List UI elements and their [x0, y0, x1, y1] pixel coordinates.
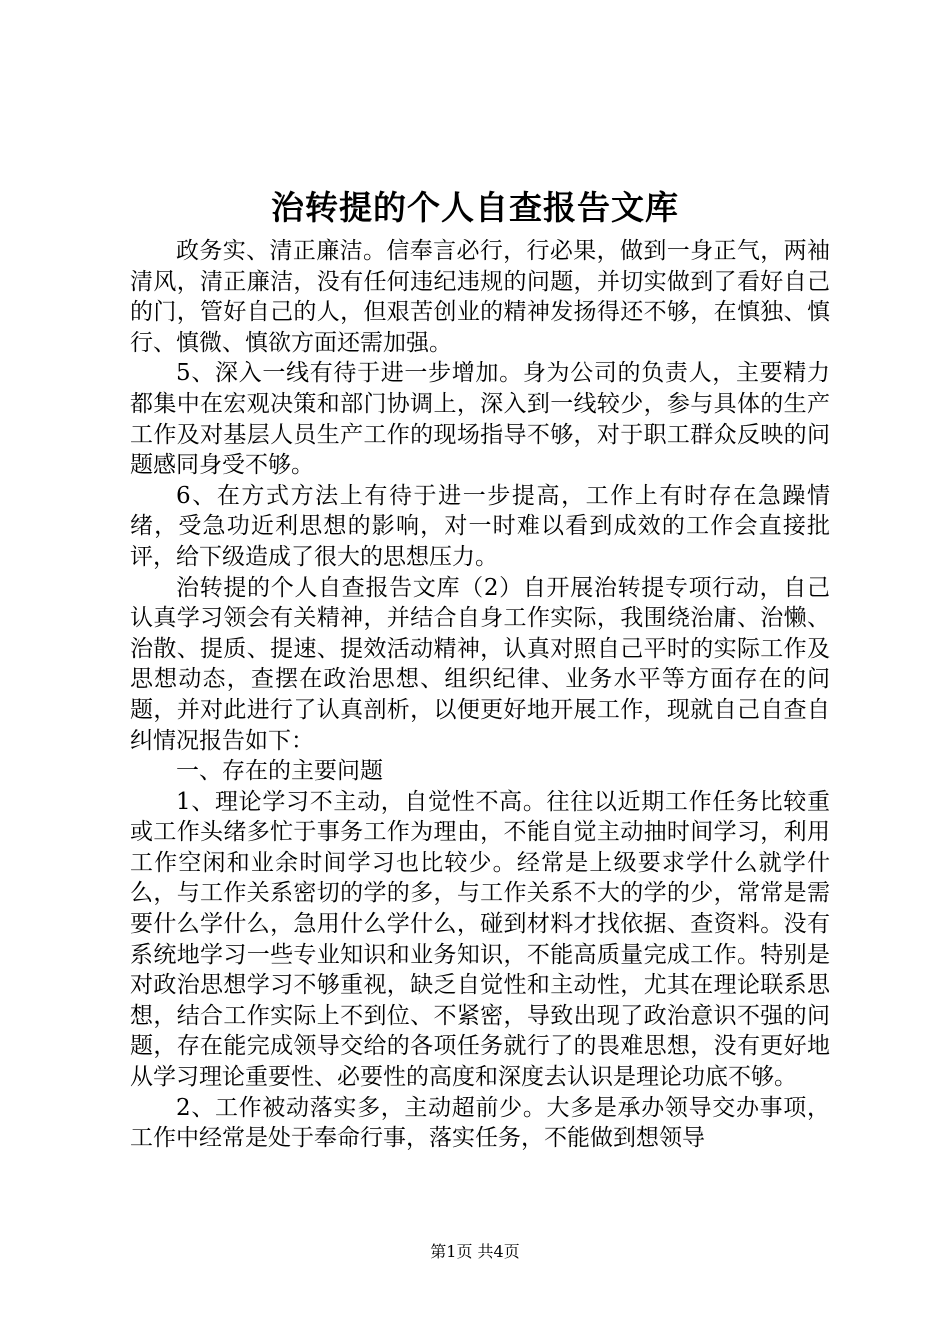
paragraph: 1、理论学习不主动，自觉性不高。往往以近期工作任务比较重或工作头绪多忙于事务工作为理由，不能自觉主动抽时间学习，利用工作空闲和业余时间学习也比较少。经常是上级要求学什么就学什么，与工作关系密切的学的多，与工作关系不大的学的少，常常是需要什么学什么，急用什么学什么，碰到材料才找依据、查资料。没有系统地学习一些专业知识和业务知识，不能高质量完成工作。特别是对政治思想学习不够重视，缺乏自觉性和主动性，尤其在理论联系思想，结合工作实际上不到位、不紧密，导致出现了政治意识不强的问题，存在能完成领导交给的各项任务就行了的畏难思想，没有更好地从学习理论重要性、必要性的高度和深度去认识是理论功底不够。 — [130, 788, 830, 1091]
paragraph: 治转提的个人自查报告文库（2）自开展治转提专项行动，自己认真学习领会有关精神，并结合自身工作实际，我围绕治庸、治懒、治散、提质、提速、提效活动精神，认真对照自己平时的实际工作及思想动态，查摆在政治思想、组织纪律、业务水平等方面存在的问题，并对此进行了认真剖析，以便更好地开展工作，现就自己自查自纠情况报告如下： — [130, 574, 830, 754]
paragraph: 6、在方式方法上有待于进一步提高，工作上有时存在急躁情绪，受急功近利思想的影响，对一时难以看到成效的工作会直接批评，给下级造成了很大的思想压力。 — [130, 482, 830, 570]
page-footer — [0, 1242, 950, 1262]
document-title: 治转提的个人自查报告文库 — [271, 188, 679, 227]
page-number: 第1页 共4页 — [430, 1242, 520, 1261]
paragraph: 2、工作被动落实多，主动超前少。大多是承办领导交办事项，工作中经常是处于奉命行事，落实任务，不能做到想领导 — [130, 1094, 830, 1152]
paragraph: 政务实、清正廉洁。信奉言必行，行必果，做到一身正气，两袖清风，清正廉洁，没有任何违纪违规的问题，并切实做到了看好自己的门，管好自己的人，但艰苦创业的精神发扬得还不够，在慎独、慎行、慎微、慎欲方面还需加强。 — [130, 238, 830, 356]
section-heading: 一、存在的主要问题 — [176, 758, 383, 785]
paragraph: 5、深入一线有待于进一步增加。身为公司的负责人，主要精力都集中在宏观决策和部门协调上，深入到一线较少，参与具体的生产工作及对基层人员生产工作的现场指导不够，对于职工群众反映的问题感同身受不够。 — [130, 360, 830, 479]
document-body — [130, 236, 830, 1154]
